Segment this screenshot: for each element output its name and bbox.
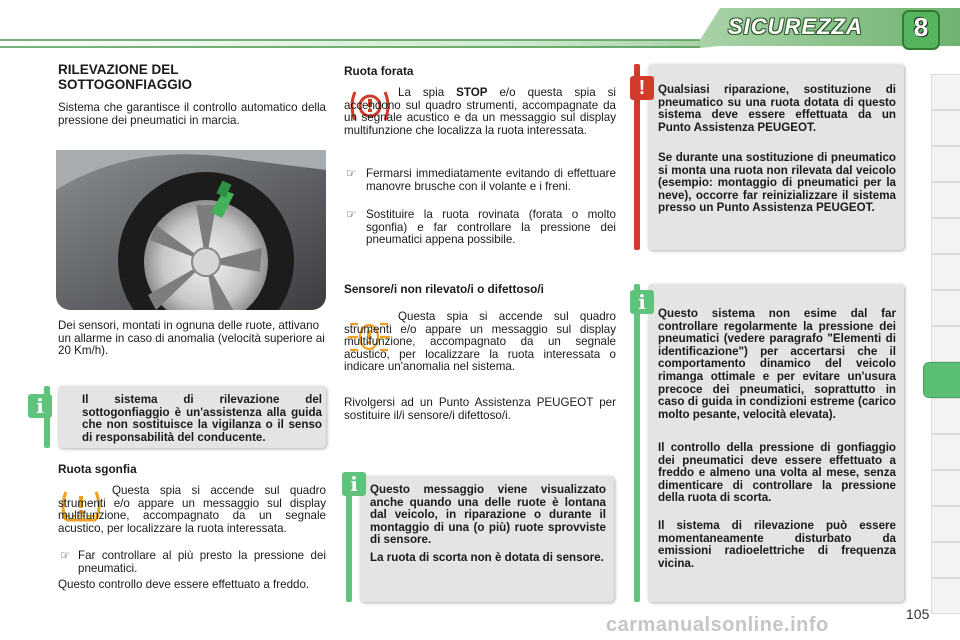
wheel-sensor-photo bbox=[56, 150, 326, 310]
stop-label: STOP bbox=[456, 86, 488, 99]
info-box-assistance bbox=[58, 386, 326, 448]
chapter-tab[interactable] bbox=[931, 110, 960, 146]
chapter-tab[interactable] bbox=[931, 74, 960, 110]
chapter-tab[interactable] bbox=[931, 290, 960, 326]
info-text-p1: Questo messaggio viene visualizzato anche quando una delle ruote è lontana dal veicolo, in riparazione o durante il montaggio di una (o più) ruote sprovviste di sensore. bbox=[370, 483, 606, 547]
info-text-p3: Il sistema di rilevazione può essere momentaneamente disturbato da emissioni radioelettriche di frequenza vicina. bbox=[658, 519, 896, 570]
page-number: 105 bbox=[906, 606, 930, 622]
sensore-text: Questa spia si accende sul quadro strumenti e/o appare un messaggio sul display multifunzione, accompagnato da un segnale acustico, per localizzare la ruota interessata o indicare un'anomalia nel sistema. bbox=[344, 310, 616, 374]
section-title: SICUREZZA bbox=[728, 14, 863, 39]
chapter-tab[interactable] bbox=[931, 578, 960, 614]
chapter-tab[interactable] bbox=[931, 398, 960, 434]
page-heading: RILEVAZIONE DEL SOTTOGONFIAGGIO bbox=[58, 62, 193, 92]
bullet-icon: ☞ bbox=[346, 208, 357, 221]
chapter-number: 8 bbox=[913, 12, 929, 42]
chapter-tab[interactable] bbox=[931, 470, 960, 506]
chapter-tab[interactable] bbox=[931, 218, 960, 254]
rivolgersi-text: Rivolgersi ad un Punto Assistenza PEUGEOT per sostituire il/i sensore/i difettoso/i. bbox=[344, 396, 616, 422]
info-text-p2: Il controllo della pressione di gonfiaggio dei pneumatici deve essere effettuato a freddo e almeno una volta al mese, senza dimenticare di controllare la pressione della ruota di scorta. bbox=[658, 441, 896, 505]
info-box-sensors bbox=[360, 476, 614, 602]
chapter-tab[interactable] bbox=[931, 182, 960, 218]
info-box-pressure bbox=[648, 284, 904, 602]
sgonfia-note: Questo controllo deve essere effettuato a freddo. bbox=[58, 578, 310, 591]
sgonfia-text: Questa spia si accende sul quadro strumenti e/o appare un messaggio sul display multifunzione, accompagnato da un segnale acustico, per localizzare la ruota interessata. bbox=[58, 484, 326, 535]
sgonfia-bullet: Far controllare al più presto la pressione dei pneumatici. bbox=[78, 549, 326, 575]
chapter-tab[interactable] bbox=[931, 254, 960, 290]
watermark: carmanualsonline.info bbox=[606, 614, 829, 636]
forata-bullet-1: Fermarsi immediatamente evitando di effettuare manovre brusche con il volante e i freni. bbox=[366, 167, 616, 193]
forata-text bbox=[344, 87, 616, 137]
chapter-tab[interactable] bbox=[931, 326, 960, 362]
chapter-tab[interactable] bbox=[931, 506, 960, 542]
bullet-icon: ☞ bbox=[60, 549, 71, 562]
bullet-icon: ☞ bbox=[346, 167, 357, 180]
warning-text-p2: Se durante una sostituzione di pneumatico si monta una ruota non rilevata dal veicolo (esempio: montaggio di pneumatici per la neve), occorre far reinizializzare il sistema presso un Punto Assistenza PEUGEOT. bbox=[658, 151, 896, 215]
forata-pre: La spia bbox=[398, 86, 445, 99]
subheading-forata: Ruota forata bbox=[344, 64, 414, 78]
info-icon: i bbox=[630, 290, 654, 314]
info-text: Il sistema di rilevazione del sottogonfiaggio è un'assistenza alla guida che non sostituisce la vigilanza o il senso di responsabilità del conducente. bbox=[82, 393, 322, 444]
info-text-p2: La ruota di scorta non è dotata di sensore. bbox=[370, 551, 604, 564]
subheading-sgonfia: Ruota sgonfia bbox=[58, 462, 137, 476]
intro-text: Sistema che garantisce il controllo automatico della pressione dei pneumatici in marcia. bbox=[58, 101, 326, 127]
chapter-tab[interactable] bbox=[931, 146, 960, 182]
sensors-text: Dei sensori, montati in ognuna delle ruote, attivano un allarme in caso di anomalia (velocità superiore ai 20 Km/h). bbox=[58, 319, 325, 358]
warning-box-assistance bbox=[648, 64, 904, 250]
info-icon: i bbox=[28, 394, 52, 418]
forata-text-body: e/o questa spia si accendono sul quadro strumenti, accompagnate da un segnale acustico e da un messaggio sul display multifunzione che localizza la ruota interessata. bbox=[344, 86, 616, 137]
info-icon: i bbox=[342, 472, 366, 496]
chapter-tab[interactable] bbox=[931, 434, 960, 470]
warning-text-p1: Qualsiasi riparazione, sostituzione di pneumatico su una ruota dotata di questo sistema deve essere effettuata da un Punto Assistenza PEUGEOT. bbox=[658, 83, 896, 134]
subheading-sensore: Sensore/i non rilevato/i o difettoso/i bbox=[344, 282, 544, 296]
info-text-p1: Questo sistema non esime dal far controllare regolarmente la pressione dei pneumatici (vedere paragrafo "Elementi di identificazione") per accertarsi che il comportamento dinamico del veicolo rimanga ottimale e per evitare un'usura precoce dei pneumatici, soprattutto in caso di guida in condizioni estreme (carico molto pesante, velocità elevata). bbox=[658, 307, 896, 421]
chapter-tab[interactable] bbox=[931, 542, 960, 578]
warning-icon: ! bbox=[630, 76, 654, 100]
forata-bullet-2: Sostituire la ruota rovinata (forata o molto sgonfia) e far controllare la pressione dei pneumatici appena possibile. bbox=[366, 208, 616, 247]
info-bar bbox=[634, 284, 640, 602]
chapter-tab-active[interactable] bbox=[923, 362, 960, 398]
